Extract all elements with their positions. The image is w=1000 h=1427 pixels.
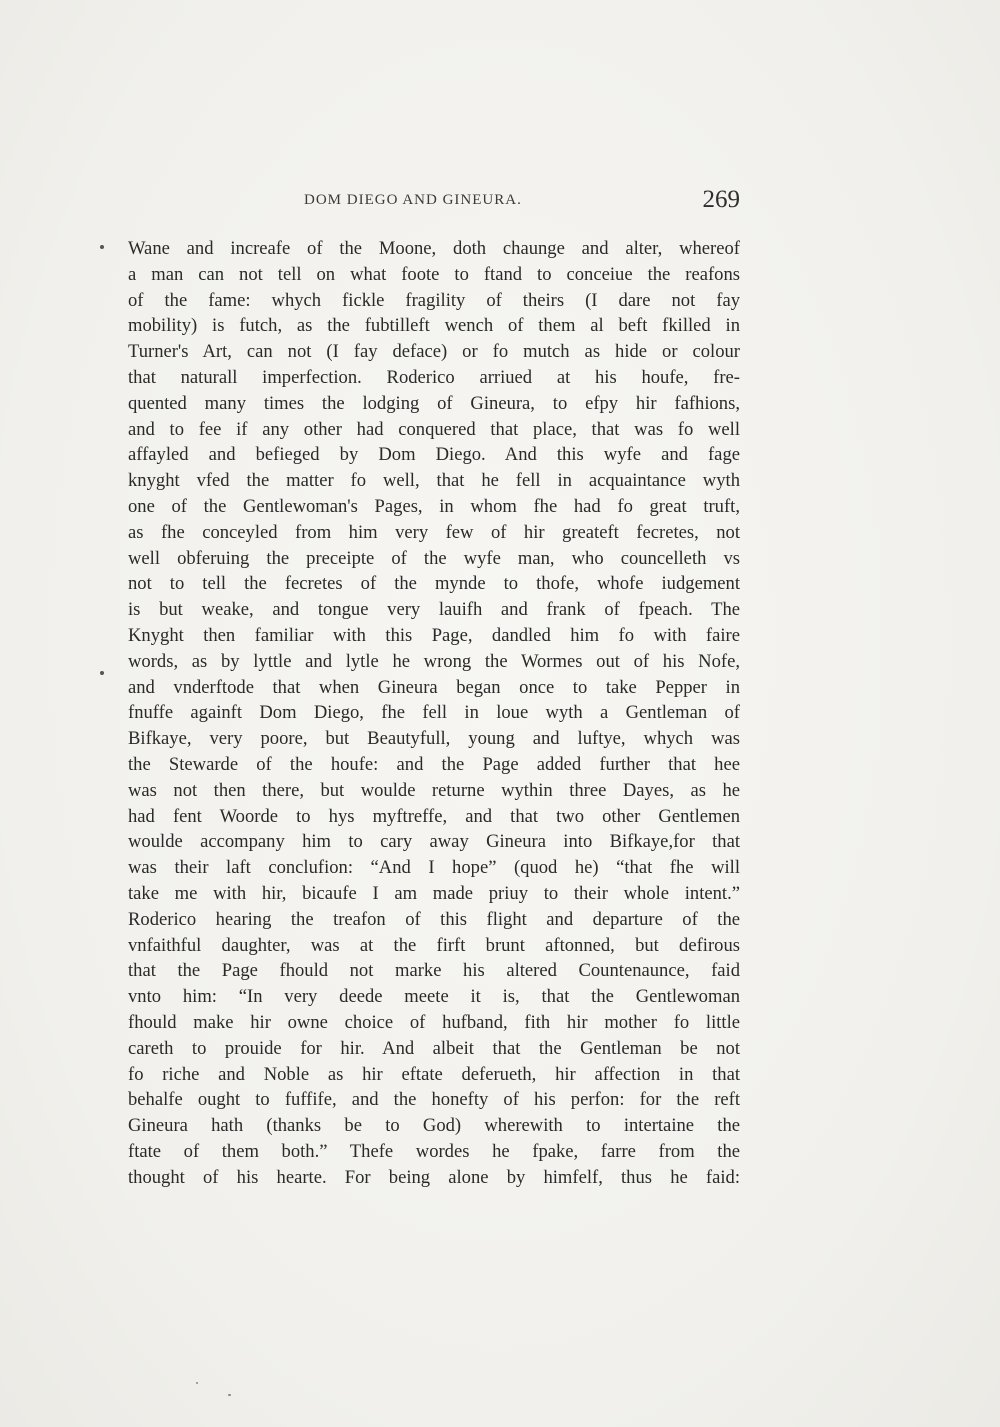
running-head — [128, 186, 740, 220]
text-line: Bifkaye, very poore, but Beautyfull, young and luftye, whych was — [128, 728, 740, 750]
text-line: Gineura hath (thanks be to God) wherewith to intertaine the — [128, 1115, 740, 1137]
text-line: knyght vfed the matter fo well, that he fell in acquaintance wyth — [128, 470, 740, 492]
text-line: was their laft conclufion: “And I hope” (quod he) “that fhe will — [128, 857, 740, 879]
body-text — [128, 236, 740, 1190]
text-line: fhould make hir owne choice of hufband, fith hir mother fo little — [128, 1011, 740, 1033]
text-line: thought of his hearte. For being alone by himfelf, thus he faid: — [128, 1166, 740, 1188]
text-line: a man can not tell on what foote to ftand to conceiue the reafons — [128, 263, 740, 285]
text-line: was not then there, but woulde returne wythin three Dayes, as he — [128, 779, 740, 801]
text-line: fo riche and Noble as hir eftate deferueth, hir affection in that — [128, 1063, 740, 1085]
text-line: the Stewarde of the houfe: and the Page added further that hee — [128, 753, 740, 775]
text-line: is but weake, and tongue very lauifh and frank of fpeach. The — [128, 599, 740, 621]
margin-mark — [100, 245, 104, 249]
text-line: affayled and befieged by Dom Diego. And this wyfe and fage — [128, 444, 740, 466]
paper-speck — [228, 1394, 231, 1396]
text-line: Turner's Art, can not (I fay deface) or fo mutch as hide or colour — [128, 341, 740, 363]
text-line: Roderico hearing the treafon of this flight and departure of the — [128, 908, 740, 930]
text-line: as fhe conceyled from him very few of hir greateft fecretes, not — [128, 521, 740, 543]
text-line: and to fee if any other had conquered that place, that was fo well — [128, 418, 740, 440]
text-line: that the Page fhould not marke his altered Countenaunce, faid — [128, 960, 740, 982]
text-line: had fent Woorde to hys myftreffe, and that two other Gentlemen — [128, 805, 740, 827]
text-line: Wane and increafe of the Moone, doth chaunge and alter, whereof — [128, 238, 740, 259]
text-line: that naturall imperfection. Roderico arriued at his houfe, fre- — [128, 366, 740, 388]
text-line: well obferuing the preceipte of the wyfe man, who councelleth vs — [128, 547, 740, 569]
text-line: mobility) is futch, as the fubtilleft wench of them al beft fkilled in — [128, 315, 740, 337]
text-line: careth to prouide for hir. And albeit that the Gentleman be not — [128, 1037, 740, 1059]
text-line: of the fame: whych fickle fragility of theirs (I dare not fay — [128, 289, 740, 311]
text-line: Knyght then familiar with this Page, dandled him fo with faire — [128, 624, 740, 646]
running-title: DOM DIEGO AND GINEURA. — [304, 192, 522, 208]
text-line: not to tell the fecretes of the mynde to thofe, whofe iudgement — [128, 573, 740, 595]
text-line: words, as by lyttle and lytle he wrong the Wormes out of his Nofe, — [128, 650, 740, 672]
page-number: 269 — [702, 186, 740, 213]
text-line: quented many times the lodging of Gineura, to efpy hir fafhions, — [128, 392, 740, 414]
text-line: behalfe ought to fuffife, and the honefty of his perfon: for the reft — [128, 1089, 740, 1111]
text-line: ftate of them both.” Thefe wordes he fpake, farre from the — [128, 1140, 740, 1162]
margin-mark — [100, 671, 104, 675]
text-line: one of the Gentlewoman's Pages, in whom fhe had fo great truft, — [128, 495, 740, 517]
paper-speck — [196, 1382, 198, 1384]
text-line: and vnderftode that when Gineura began once to take Pepper in — [128, 676, 740, 698]
text-line: vnfaithful daughter, was at the firft brunt aftonned, but defirous — [128, 934, 740, 956]
text-line: vnto him: “In very deede meete it is, that the Gentlewoman — [128, 986, 740, 1008]
text-line: fnuffe againft Dom Diego, fhe fell in loue wyth a Gentleman of — [128, 702, 740, 724]
text-line: take me with hir, bicaufe I am made priuy to their whole intent.” — [128, 882, 740, 904]
text-line: woulde accompany him to cary away Gineura into Bifkaye,for that — [128, 831, 740, 853]
